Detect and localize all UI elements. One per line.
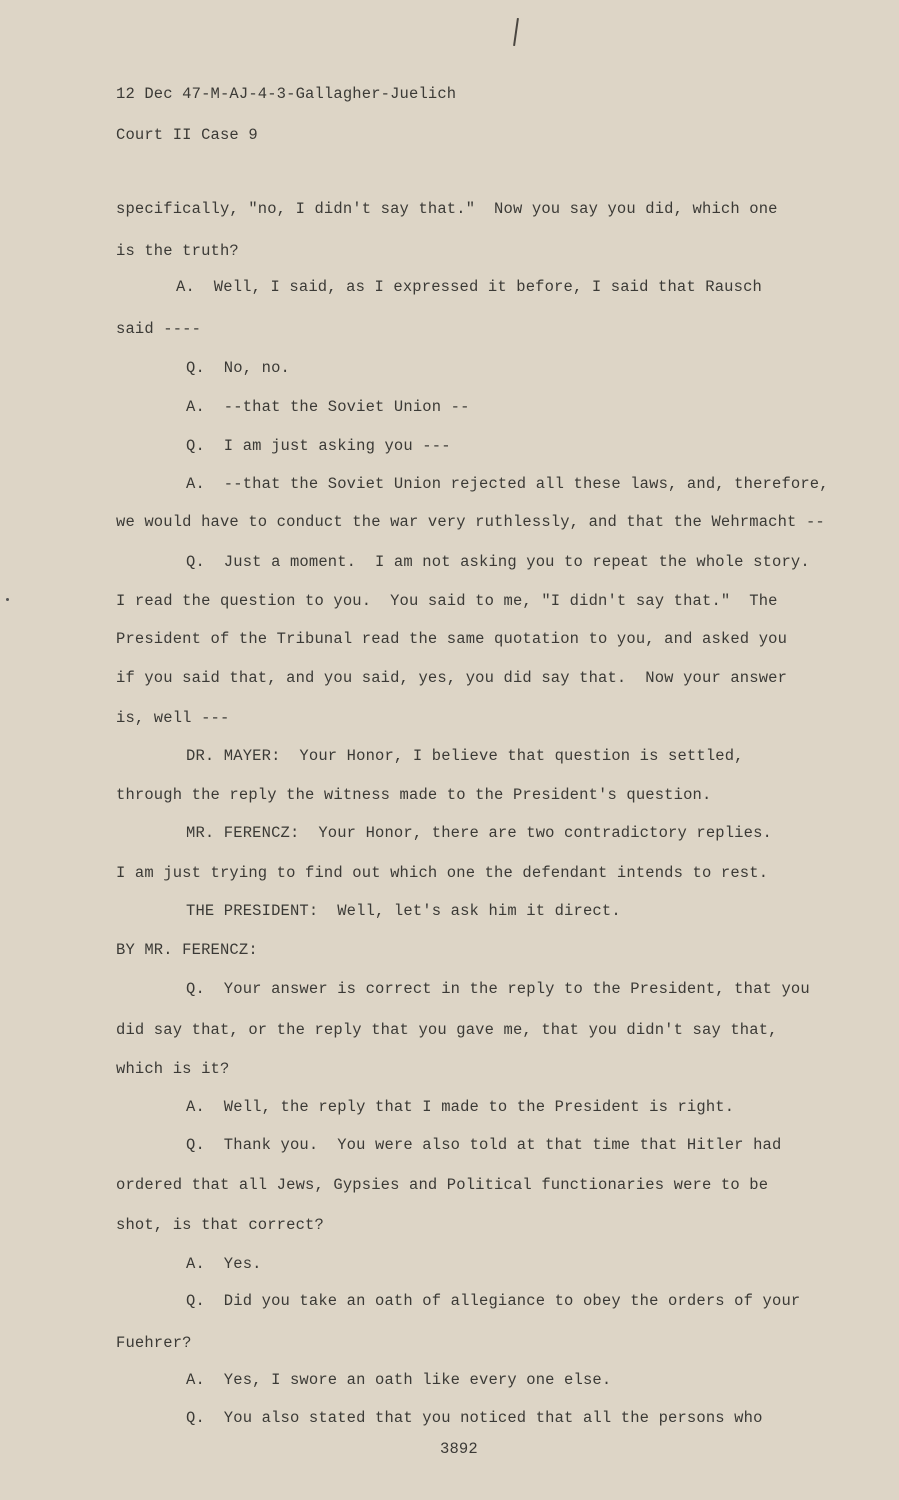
transcript-line: Q. Did you take an oath of allegiance to obey the orders of your — [186, 1292, 801, 1310]
transcript-line: is, well --- — [116, 709, 230, 727]
header-line-2: Court II Case 9 — [116, 126, 258, 144]
transcript-line: we would have to conduct the war very ruthlessly, and that the Wehrmacht -- — [116, 513, 825, 531]
transcript-line: through the reply the witness made to the President's question. — [116, 786, 712, 804]
transcript-line: I am just trying to find out which one the defendant intends to rest. — [116, 864, 769, 882]
transcript-line: is the truth? — [116, 242, 239, 260]
pencil-mark — [513, 18, 519, 46]
transcript-line: if you said that, and you said, yes, you did say that. Now your answer — [116, 669, 788, 687]
transcript-line: BY MR. FERENCZ: — [116, 941, 258, 959]
transcript-line: ordered that all Jews, Gypsies and Political functionaries were to be — [116, 1176, 769, 1194]
header-line-1: 12 Dec 47-M-AJ-4-3-Gallagher-Juelich — [116, 85, 457, 103]
transcript-line: DR. MAYER: Your Honor, I believe that question is settled, — [186, 747, 744, 765]
transcript-line: I read the question to you. You said to me, "I didn't say that." The — [116, 592, 778, 610]
transcript-line: THE PRESIDENT: Well, let's ask him it direct. — [186, 902, 621, 920]
transcript-line: Q. No, no. — [186, 359, 290, 377]
transcript-line: Fuehrer? — [116, 1334, 192, 1352]
transcript-line: Q. I am just asking you --- — [186, 437, 451, 455]
transcript-line: A. --that the Soviet Union rejected all these laws, and, therefore, — [186, 475, 829, 493]
transcript-line: A. --that the Soviet Union -- — [186, 398, 470, 416]
transcript-line: Q. You also stated that you noticed that all the persons who — [186, 1409, 763, 1427]
transcript-line: which is it? — [116, 1060, 230, 1078]
transcript-line: A. Yes. — [186, 1255, 262, 1273]
transcript-line: Q. Your answer is correct in the reply to the President, that you — [186, 980, 810, 998]
margin-dot — [6, 598, 9, 601]
transcript-line: Q. Thank you. You were also told at that time that Hitler had — [186, 1136, 782, 1154]
transcript-line: President of the Tribunal read the same quotation to you, and asked you — [116, 630, 788, 648]
transcript-line: A. Well, I said, as I expressed it before, I said that Rausch — [176, 278, 762, 296]
transcript-line: specifically, "no, I didn't say that." Now you say you did, which one — [116, 200, 778, 218]
transcript-line: shot, is that correct? — [116, 1216, 324, 1234]
transcript-line: A. Yes, I swore an oath like every one else. — [186, 1371, 612, 1389]
transcript-line: MR. FERENCZ: Your Honor, there are two contradictory replies. — [186, 824, 772, 842]
transcript-line: A. Well, the reply that I made to the President is right. — [186, 1098, 735, 1116]
transcript-line: said ---- — [116, 320, 202, 338]
page-number: 3892 — [440, 1440, 478, 1458]
transcript-line: Q. Just a moment. I am not asking you to repeat the whole story. — [186, 553, 810, 571]
transcript-line: did say that, or the reply that you gave me, that you didn't say that, — [116, 1021, 778, 1039]
